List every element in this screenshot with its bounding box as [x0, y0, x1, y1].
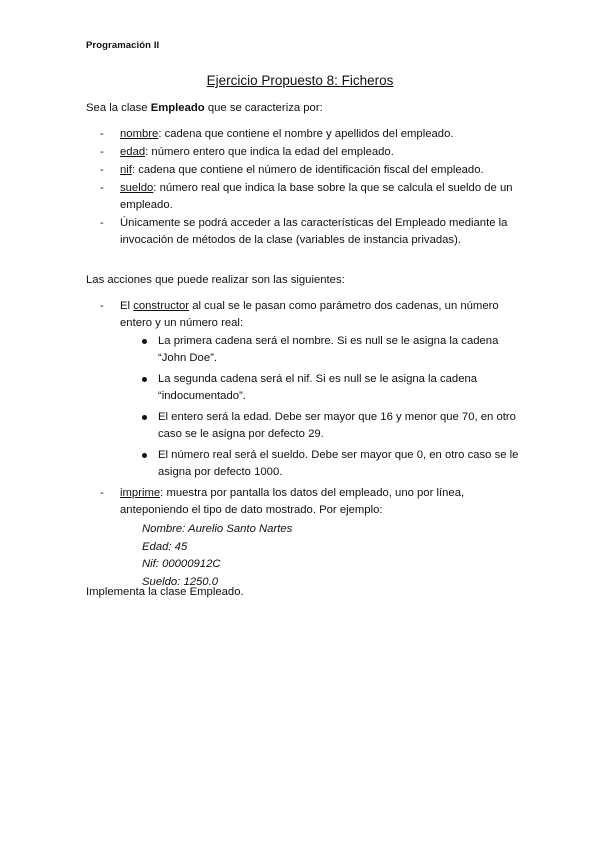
attribute-term: edad	[120, 146, 146, 158]
dash-bullet: -	[100, 164, 104, 176]
dash-bullet: -	[100, 217, 104, 229]
class-name: Empleado	[150, 102, 205, 114]
actions-list	[86, 298, 526, 592]
example-line: Nif: 00000912C	[142, 558, 221, 570]
attribute-text: : cadena que contiene el nombre y apellidos del empleado.	[158, 128, 454, 140]
dash-bullet: -	[100, 146, 104, 158]
list-item	[120, 371, 526, 405]
dash-bullet: -	[100, 300, 104, 312]
exercise-title: Ejercicio Propuesto 8: Ficheros	[206, 73, 394, 88]
rule-text: El entero será la edad. Debe ser mayor que 16 y menor que 70, en otro caso se le asigna por defecto 29.	[158, 411, 516, 440]
list-item	[86, 126, 526, 143]
example-line: Edad: 45	[142, 540, 188, 553]
list-item	[86, 215, 526, 249]
list-item	[120, 333, 526, 367]
attribute-list	[86, 126, 526, 250]
imprime-text: : muestra por pantalla los datos del empleado, uno por línea, anteponiendo el tipo de dato mostrado. Por ejemplo:	[120, 487, 465, 516]
attribute-text: : número entero que indica la edad del empleado.	[145, 146, 394, 158]
imprime-term: imprime	[120, 487, 161, 499]
constructor-rules	[120, 333, 526, 481]
intro-after: que se caracteriza por:	[204, 102, 323, 114]
output-example	[120, 521, 526, 591]
constructor-text: al cual se le pasan como parámetro dos cadenas, un número entero y un número real:	[120, 300, 499, 329]
list-item	[86, 162, 526, 179]
example-line: Nombre: Aurelio Santo Nartes	[142, 523, 293, 535]
intro-before: Sea la clase	[86, 102, 151, 114]
attribute-text: : número real que indica la base sobre la que se calcula el sueldo de un empleado.	[120, 182, 513, 211]
list-item	[86, 180, 526, 214]
dash-bullet: -	[100, 182, 104, 194]
rule-text: El número real será el sueldo. Debe ser mayor que 0, en otro caso se le asigna por defecto 1000.	[158, 449, 519, 478]
constructor-term: constructor	[133, 300, 190, 312]
attribute-text: Únicamente se podrá acceder a las características del Empleado mediante la invocación de métodos de la clase (variables de instancia privadas).	[120, 217, 508, 246]
bullet-dot-icon	[142, 377, 147, 382]
bullet-dot-icon	[142, 339, 147, 344]
attribute-text: : cadena que contiene el número de identificación fiscal del empleado.	[131, 164, 484, 176]
rule-text: La segunda cadena será el nif. Si es null se le asigna la cadena “indocumentado”.	[158, 373, 478, 402]
attribute-term: nombre	[120, 128, 159, 140]
closing-instruction: Implementa la clase Empleado.	[86, 586, 244, 598]
list-item	[120, 447, 526, 481]
bullet-dot-icon	[142, 453, 147, 458]
list-item	[120, 409, 526, 443]
attribute-term: sueldo	[120, 182, 154, 194]
dash-bullet: -	[100, 128, 104, 140]
constructor-before: El	[120, 300, 134, 312]
bullet-dot-icon	[142, 415, 147, 420]
list-item	[86, 485, 526, 591]
course-header: Programación II	[86, 40, 160, 51]
list-item	[86, 298, 526, 481]
example-line: Sueldo: 1250.0	[142, 575, 219, 588]
attribute-term: nif	[120, 164, 132, 176]
intro-paragraph	[86, 100, 323, 117]
actions-intro: Las acciones que puede realizar son las siguientes:	[86, 274, 345, 286]
rule-text: La primera cadena será el nombre. Si es null se le asigna la cadena “John Doe”.	[158, 335, 499, 364]
dash-bullet: -	[100, 487, 104, 499]
list-item	[86, 144, 526, 161]
